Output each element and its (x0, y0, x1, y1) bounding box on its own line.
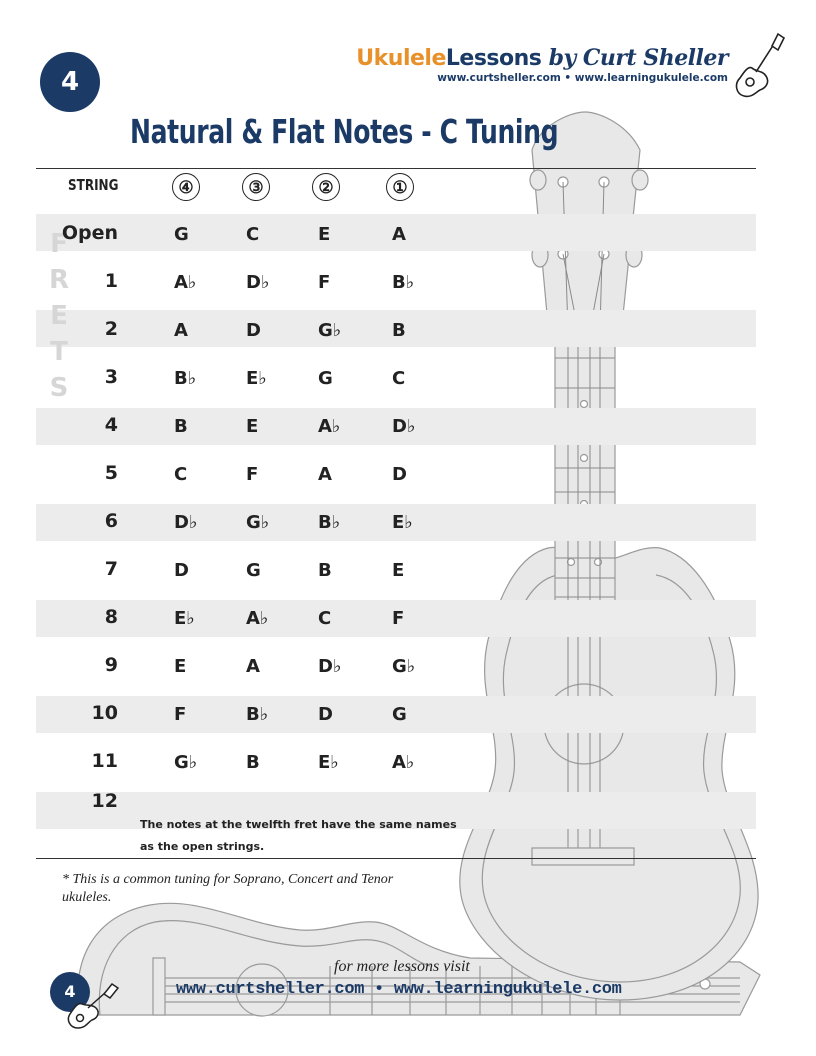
fret-label: 4 (104, 414, 118, 436)
top-divider (36, 168, 756, 169)
fret-label: 6 (104, 510, 118, 532)
ukulele-logo-icon (730, 28, 788, 100)
frets-letter: S (49, 373, 69, 403)
fret-label: 1 (104, 270, 118, 292)
note-cell: F (246, 464, 259, 485)
page-number-badge: 4 (40, 52, 100, 112)
note-cell: D (246, 320, 261, 341)
note-cell: A♭ (246, 608, 269, 629)
fret-label: 2 (104, 318, 118, 340)
note-cell: B (318, 560, 332, 581)
note-cell: D (392, 464, 407, 485)
footer-urls[interactable]: www.curtsheller.com • www.learningukulele.com (176, 980, 622, 999)
fret-label: Open (61, 222, 118, 244)
string-number-3: ③ (242, 173, 270, 201)
note-cell: E (246, 416, 259, 437)
fret-label: 5 (104, 462, 118, 484)
note-cell: G♭ (246, 512, 270, 533)
fret-label: 11 (91, 750, 118, 772)
note-cell: A♭ (174, 272, 197, 293)
note-cell: F (174, 704, 187, 725)
note-cell: G♭ (318, 320, 342, 341)
note-cell: A (174, 320, 188, 341)
note-cell: A♭ (392, 752, 415, 773)
note-cell: C (392, 368, 406, 389)
fret-label: 7 (104, 558, 118, 580)
note-cell: E♭ (174, 608, 195, 629)
note-cell: E♭ (392, 512, 413, 533)
brand-urls: www.curtsheller.com • www.learningukulele.com (437, 72, 728, 84)
footer-lead-text: for more lessons visit (334, 958, 470, 975)
note-cell: B (246, 752, 260, 773)
note-cell: F (318, 272, 331, 293)
note-cell: C (174, 464, 188, 485)
footer-ukulele-logo-icon (64, 980, 122, 1032)
note-cell: B♭ (246, 704, 269, 725)
note-cell: G (392, 704, 407, 725)
brand-name-ukulele: Ukulele (356, 46, 446, 71)
frets-letter: F (50, 229, 68, 259)
frets-letter: E (50, 301, 68, 331)
note-cell: C (246, 224, 260, 245)
brand-byline: by Curt Sheller (548, 45, 728, 71)
note-cell: F (392, 608, 405, 629)
note-cell: E (174, 656, 187, 677)
note-cell: A (246, 656, 260, 677)
string-header-label: STRING (68, 176, 119, 194)
note-cell: A (318, 464, 332, 485)
note-cell: D♭ (318, 656, 342, 677)
note-cell: E (318, 224, 331, 245)
note-cell: B♭ (318, 512, 341, 533)
note-cell: G♭ (174, 752, 198, 773)
note-cell: G (246, 560, 261, 581)
note-cell: E♭ (246, 368, 267, 389)
brand-name-lessons: Lessons (445, 46, 542, 71)
twelfth-fret-note: The notes at the twelfth fret have the same names as the open strings. (140, 818, 457, 853)
note-cell: E♭ (318, 752, 339, 773)
fret-label: 12 (91, 790, 118, 812)
tuning-footnote: * This is a common tuning for Soprano, Concert and Tenor ukuleles. (62, 872, 394, 905)
fret-label: 9 (104, 654, 118, 676)
note-cell: G (318, 368, 333, 389)
note-cell: G (174, 224, 189, 245)
note-cell: D♭ (174, 512, 198, 533)
frets-letter: R (48, 265, 70, 295)
note-cell: D (318, 704, 333, 725)
brand-header (356, 46, 728, 84)
note-cell: A♭ (318, 416, 341, 437)
note-cell: G♭ (392, 656, 416, 677)
note-cell: D♭ (392, 416, 416, 437)
string-number-2: ② (312, 173, 340, 201)
note-cell: C (318, 608, 332, 629)
page-title: Natural & Flat Notes - C Tuning (130, 112, 559, 151)
frets-letter: T (50, 337, 68, 367)
note-cell: D♭ (246, 272, 270, 293)
note-cell: A (392, 224, 406, 245)
note-cell: B (174, 416, 188, 437)
string-number-1: ① (386, 173, 414, 201)
note-cell: B♭ (174, 368, 197, 389)
note-cell: D (174, 560, 189, 581)
note-cell: E (392, 560, 405, 581)
note-cell: B♭ (392, 272, 415, 293)
footer-page-number: 4 (50, 972, 90, 1012)
fret-label: 10 (91, 702, 118, 724)
fret-label: 8 (104, 606, 118, 628)
bottom-divider (36, 858, 756, 859)
string-number-4: ④ (172, 173, 200, 201)
note-cell: B (392, 320, 406, 341)
fret-label: 3 (104, 366, 118, 388)
